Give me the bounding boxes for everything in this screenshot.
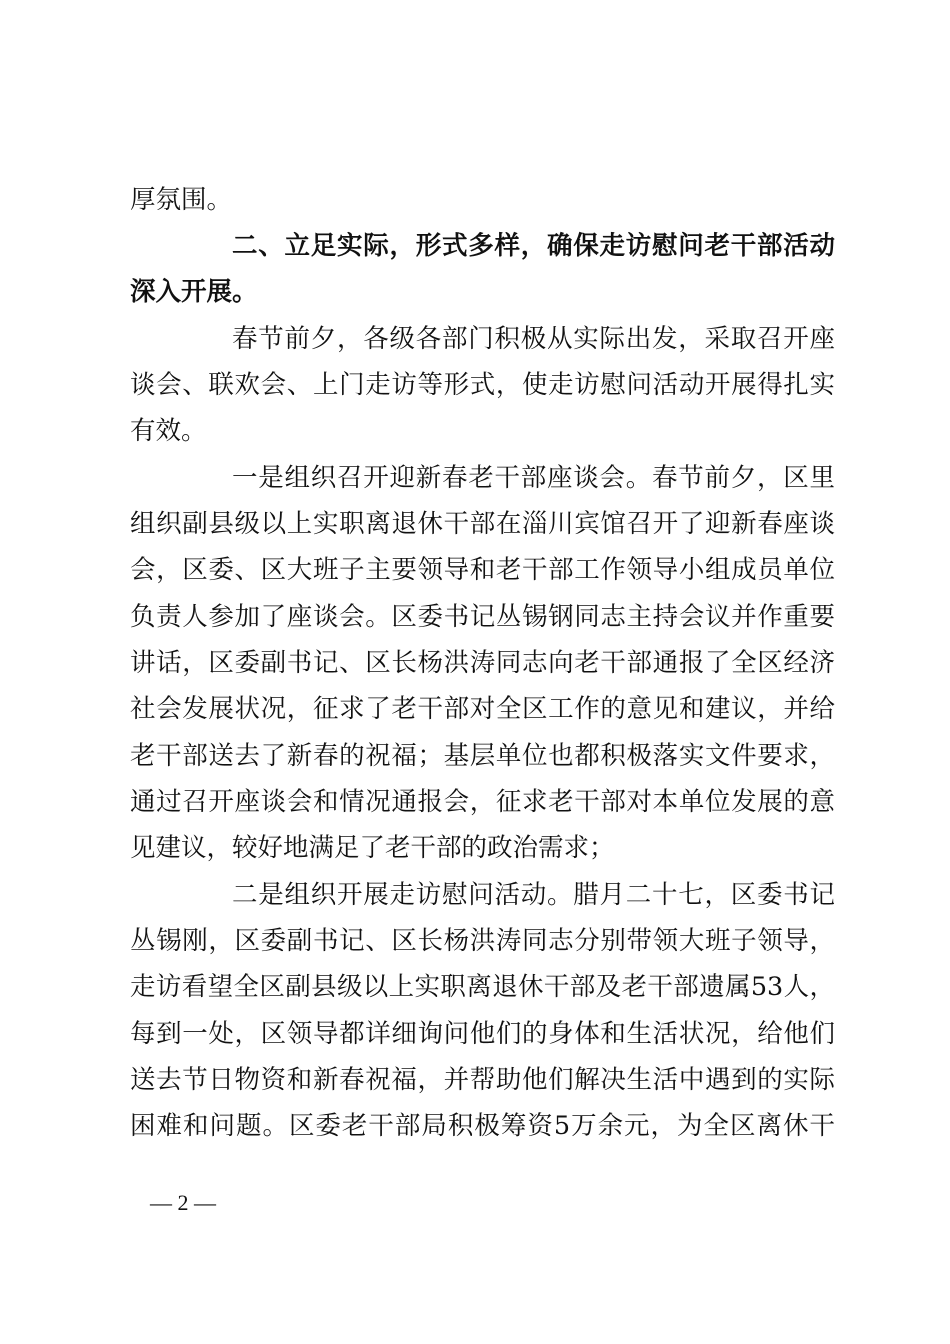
paragraph-line: 春节前夕，各级各部门积极从实际出发，采取召开座 [232, 324, 835, 354]
paragraph-line: 会，区委、区大班子主要领导和老干部工作领导小组成员单位 [130, 555, 835, 585]
paragraph-line: 每到一处，区领导都详细询问他们的身体和生活状况，给他们 [130, 1019, 835, 1049]
paragraph-line: 一是组织召开迎新春老干部座谈会。春节前夕，区里 [232, 463, 835, 493]
section-heading-line: 深入开展。 [130, 277, 258, 307]
paragraph-line: 走访看望全区副县级以上实职离退休干部及老干部遗属53人， [130, 972, 835, 1002]
paragraph-line: 谈会、联欢会、上门走访等形式，使走访慰问活动开展得扎实 [130, 370, 835, 400]
paragraph-line: 丛锡刚，区委副书记、区长杨洪涛同志分别带领大班子领导， [130, 926, 835, 956]
paragraph-line: 社会发展状况，征求了老干部对全区工作的意见和建议，并给 [130, 694, 835, 724]
paragraph-line: 厚氛围。 [130, 185, 233, 215]
paragraph-line: 讲话，区委副书记、区长杨洪涛同志向老干部通报了全区经济 [130, 648, 835, 678]
paragraph-line: 二是组织开展走访慰问活动。腊月二十七，区委书记 [232, 880, 835, 910]
paragraph-line: 负责人参加了座谈会。区委书记丛锡钢同志主持会议并作重要 [130, 602, 835, 632]
section-heading-line: 二、立足实际，形式多样，确保走访慰问老干部活动 [232, 231, 835, 261]
paragraph-line: 组织副县级以上实职离退休干部在淄川宾馆召开了迎新春座谈 [130, 509, 835, 539]
paragraph-line: 通过召开座谈会和情况通报会，征求老干部对本单位发展的意 [130, 787, 835, 817]
paragraph-line: 困难和问题。区委老干部局积极筹资5万余元，为全区离休干 [130, 1111, 835, 1141]
paragraph-line: 见建议，较好地满足了老干部的政治需求； [130, 833, 615, 863]
paragraph-line: 有效。 [130, 416, 207, 446]
paragraph-line: 送去节日物资和新春祝福，并帮助他们解决生活中遇到的实际 [130, 1065, 835, 1095]
paragraph-line: 老干部送去了新春的祝福；基层单位也都积极落实文件要求， [130, 741, 835, 771]
page-number: — 2 — [150, 1190, 216, 1215]
